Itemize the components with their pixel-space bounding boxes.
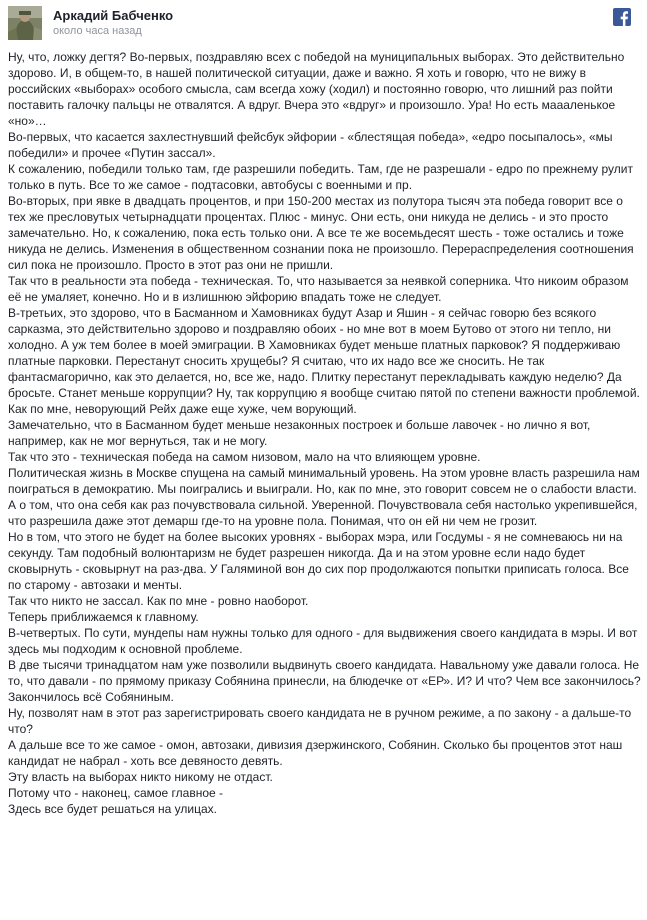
post-header: [8, 6, 639, 40]
facebook-icon[interactable]: [613, 8, 631, 26]
avatar-photo-icon: [8, 6, 42, 40]
avatar[interactable]: [8, 6, 42, 40]
paragraph: Эту власть на выборах никто никому не отдаст.: [8, 770, 273, 784]
paragraph: Политическая жизнь в Москве спущена на самый минимальный уровень. На этом уровне власть разрешила нам поиграться в демократию. Мы поигрались и выиграли. Но, как по мне, это говорит совсем не о слабости власти. А о том, что она себя как раз почувствовала сильной. Уверенной. Почувствовала себя настолько укрепившейся, что разрешила даже этот демарш где-то на уровне пола. Понимая, что он ей ни чем не грозит.: [8, 466, 640, 528]
paragraph: Ну, позволят нам в этот раз зарегистрировать своего кандидата не в ручном режиме, а по закону - а дальше-то что?: [8, 706, 632, 736]
paragraph: Потому что - наконец, самое главное -: [8, 786, 224, 800]
author-name[interactable]: Аркадий Бабченко: [53, 8, 174, 23]
post-body: [8, 49, 641, 817]
paragraph: Во-вторых, при явке в двадцать процентов, и при 150-200 местах из полутора тысяч эта победа говорит все о тех же пресловутых четырнадцати процентах. Плюс - минус. Они есть, они никуда не делись - и это просто замечательно. Но, к сожалению, пока есть только они. А все те же восемьдесят шесть - тоже остались и тоже никуда не делись. Изменения в общественном сознании пока не произошло. Перераспределения соотношения сил пока не произошло. Просто в этот раз они не пришли.: [8, 194, 634, 272]
paragraph: Замечательно, что в Басманном будет меньше незаконных построек и больше лавочек - но лично я вот, например, как не мог вернуться, так и не могу.: [8, 418, 591, 448]
paragraph: Во-первых, что касается захлестнувший фейсбук эйфории - «блестящая победа», «едро посыпалось», «мы победили» и прочее «Путин зассал».: [8, 130, 613, 160]
paragraph: Но в том, что этого не будет на более высоких уровнях - выборах мэра, или Госдумы - я не сомневаюсь ни на секунду. Там подобный волюнтаризм не будет разрешен никогда. Да и на этом уровне если надо будет сковырнуть - сковырнут на раз-два. У Галяминой вон до сих пор продолжаются попытки приписать голоса. Все по старому - автозаки и менты.: [8, 530, 629, 592]
paragraph: К сожалению, победили только там, где разрешили победить. Там, где не разрешали - едро по прежнему рулит только в путь. Все то же самое - подтасовки, автобусы с военными и пр.: [8, 162, 633, 192]
paragraph: Так что в реальности эта победа - техническая. То, что называется за неявкой соперника. Что никоим образом её не умаляет, конечно. Но и в излишнюю эйфорию впадать тоже не следует.: [8, 274, 629, 304]
paragraph: Здесь все будет решаться на улицах.: [8, 802, 217, 816]
paragraph: Теперь приближаемся к главному.: [8, 610, 199, 624]
paragraph: Так что это - техническая победа на самом низовом, мало на что влияющем уровне.: [8, 450, 481, 464]
paragraph: А дальше все то же самое - омон, автозаки, дивизия дзержинского, Собянин. Сколько бы процентов этот наш кандидат не набрал - хоть все девяносто девять.: [8, 738, 623, 768]
paragraph: Закончилось всё Собяниным.: [8, 690, 174, 704]
post-timestamp[interactable]: около часа назад: [53, 25, 142, 37]
paragraph: В-четвертых. По сути, мундепы нам нужны только для одного - для выдвижения своего кандидата в мэры. И вот здесь мы подходим к основной проблеме.: [8, 626, 638, 656]
paragraph: Ну, что, ложку дегтя? Во-первых, поздравляю всех с победой на муниципальных выборах. Это действительно здорово. И, в общем-то, в нашей политической ситуации, даже и важно. Я хоть и говорю, что не вижу в российских «выборах» особого смысла, сам всегда хожу (ходил) и постоянно говорю, что лишний раз пойти поставить галочку пальцы не отвалятся. А вдруг. Вчера это «вдруг» и произошло. Ура! Но есть маааленькое «но»…: [8, 50, 625, 128]
paragraph: Так что никто не зассал. Как по мне - ровно наоборот.: [8, 594, 309, 608]
paragraph: В-третьих, это здорово, что в Басманном и Хамовниках будут Азар и Яшин - я сейчас говорю без всякого сарказма, это действительно здорово и поздравляю обоих - но мне вот в моем Бутово от этого ни тепло, ни холодно. А уж тем более в моей эмиграции. В Хамовниках будет меньше платных парковок? Я поддерживаю платные парковки. Перестанут сносить хрущебы? Я считаю, что их надо все же сносить. Не так фантасмагорично, как это делается, но, все же, надо. Плитку перестанут перекладывать каждую неделю? Да бросьте. Станет меньше коррупции? Ну, так коррупцию я вообще считаю пятой по степени важности проблемой. Как по мне, неворующий Рейх даже еще хуже, чем ворующий.: [8, 306, 640, 416]
paragraph: В две тысячи тринадцатом нам уже позволили выдвинуть своего кандидата. Навальному уже давали голоса. Не то, что давали - по прямому приказу Собянина принесли, на блюдечке от «ЕР». И? И что? Чем все закончилось?: [8, 658, 641, 688]
